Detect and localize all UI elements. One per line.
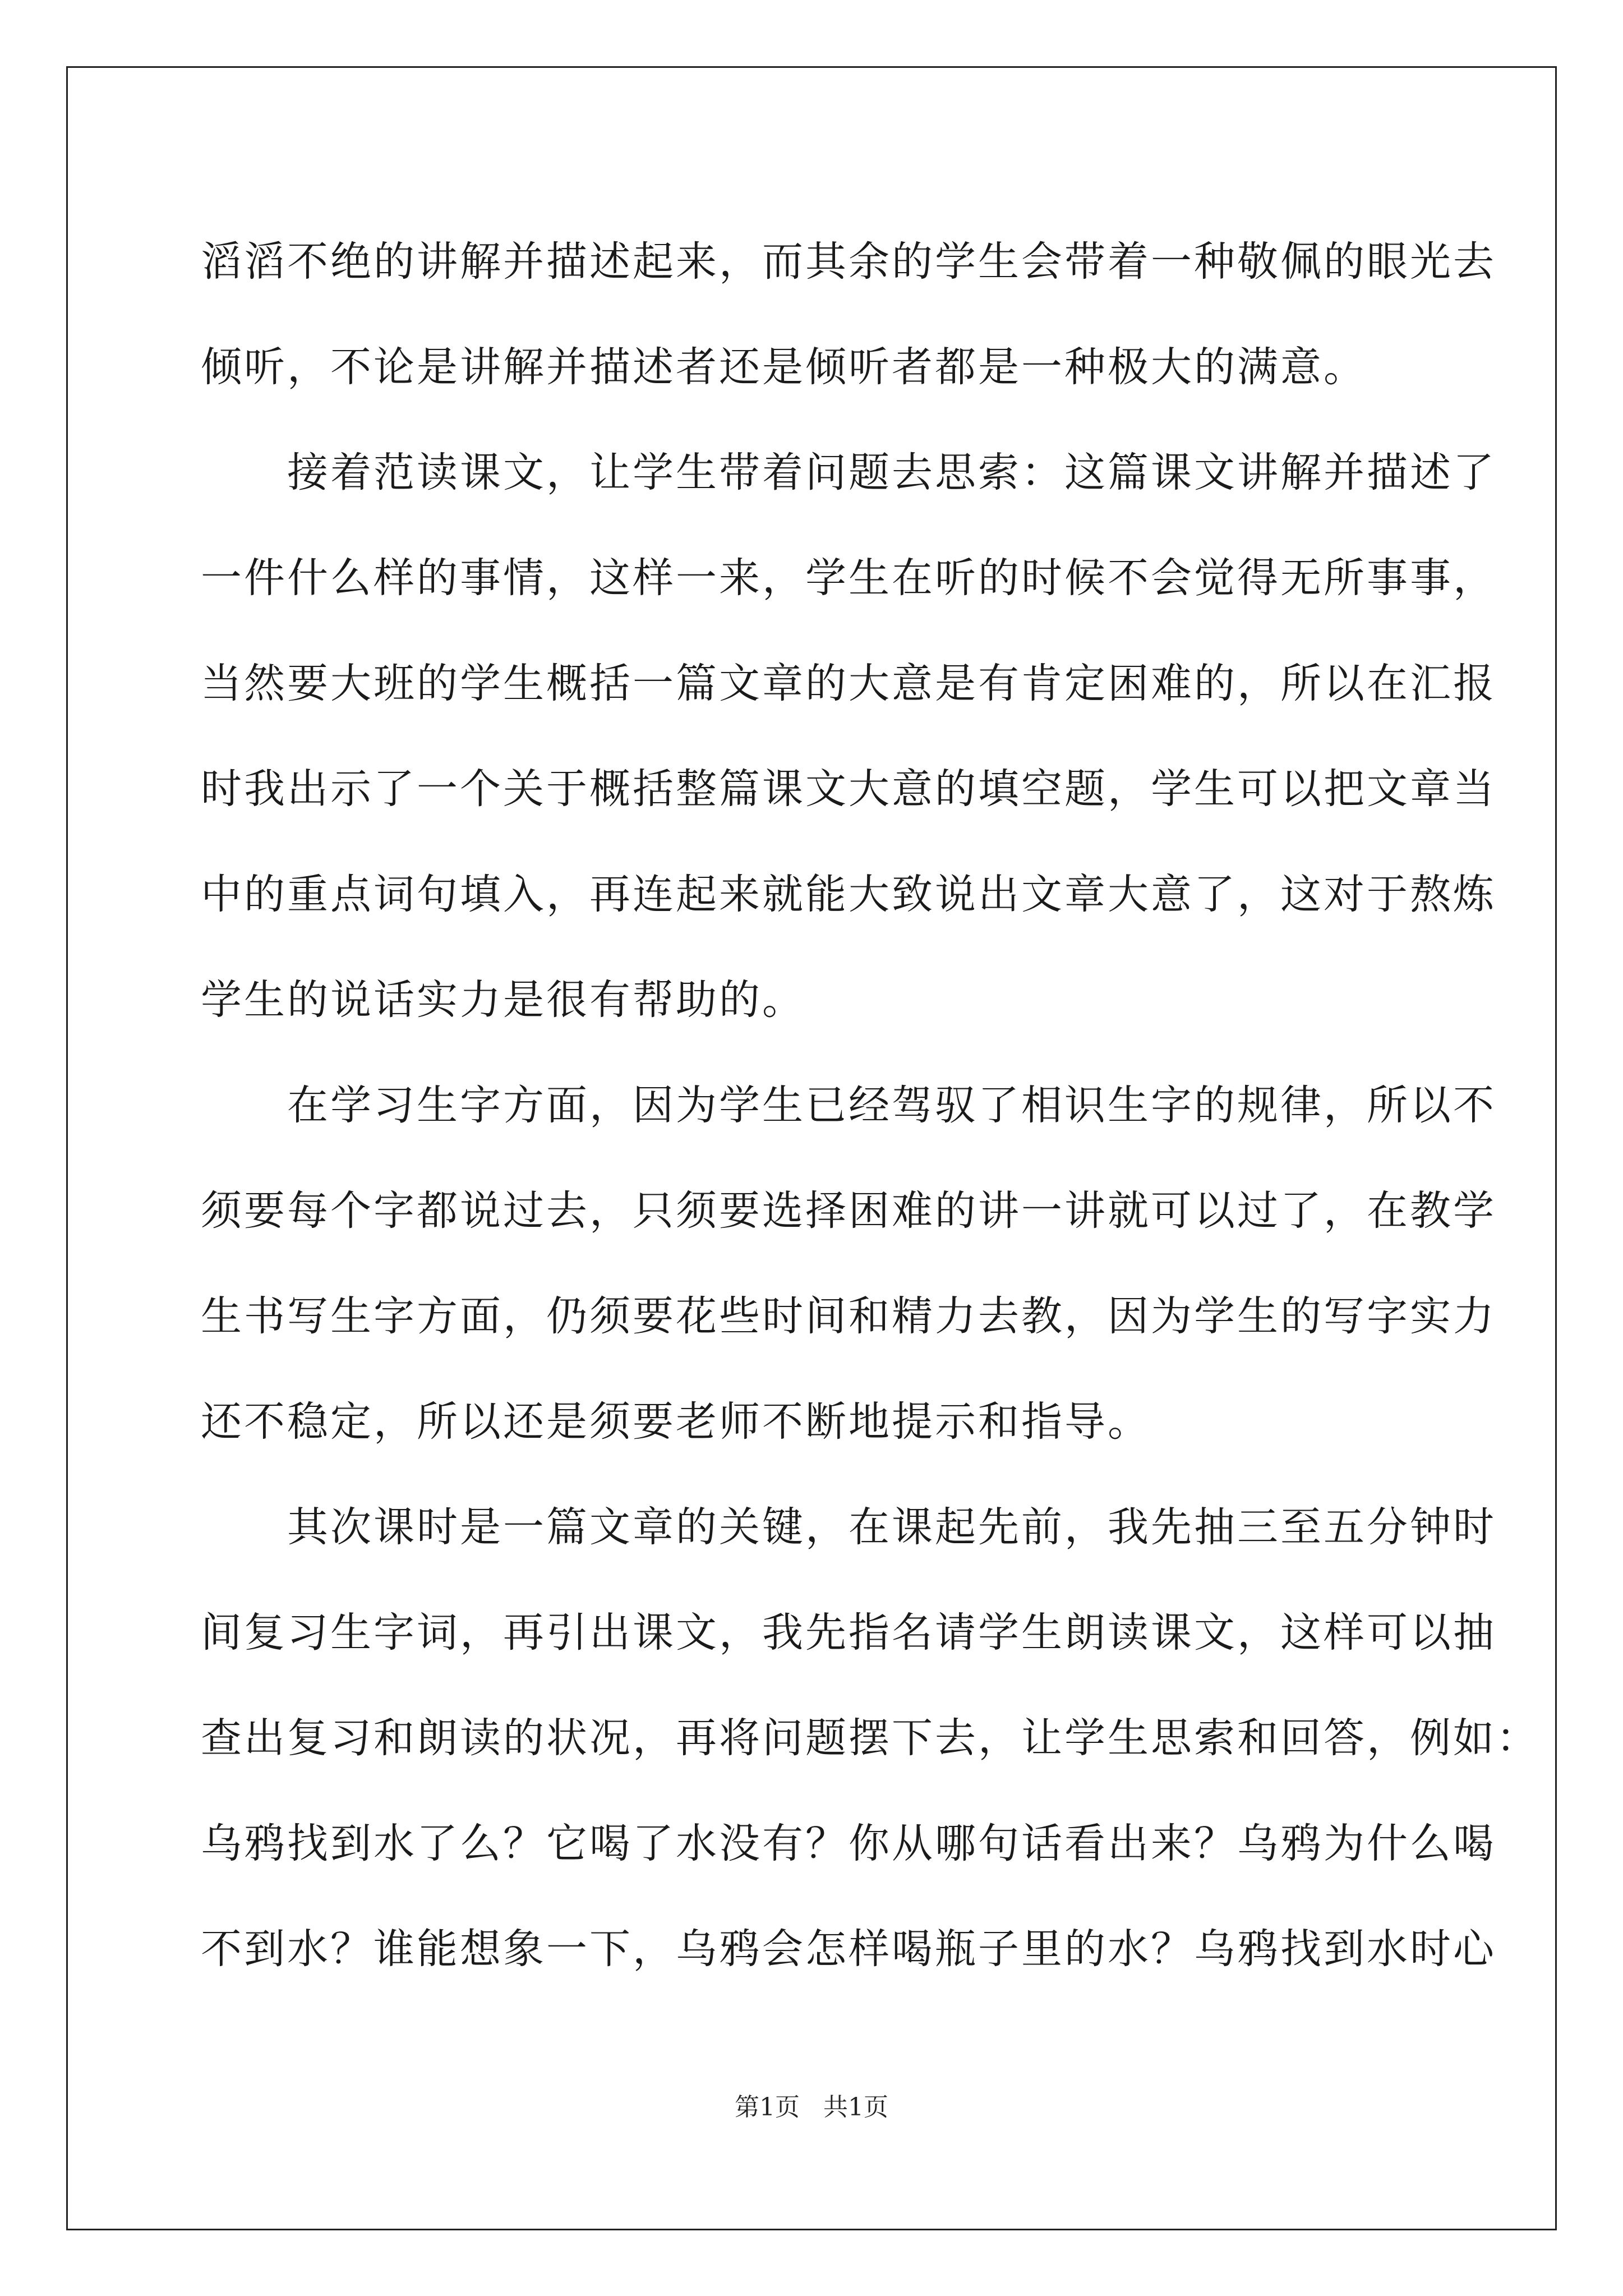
text-line-2: 倾听，不论是讲解并描述者还是倾听者都是一种极大的满意。: [201, 343, 1367, 391]
text-line-4: 一件什么样的事情，这样一来，学生在听的时候不会觉得无所事事，: [201, 554, 1496, 602]
text-line-9: 在学习生字方面，因为学生已经驾驭了相识生字的规律，所以不: [201, 1082, 1496, 1129]
text-line-6: 时我出示了一个关于概括整篇课文大意的填空题，学生可以把文章当: [201, 765, 1496, 813]
text-line-5: 当然要大班的学生概括一篇文章的大意是有肯定困难的，所以在汇报: [201, 660, 1496, 707]
text-line-3: 接着范读课文，让学生带着问题去思索：这篇课文讲解并描述了: [201, 449, 1496, 496]
text-line-7: 中的重点词句填入，再连起来就能大致说出文章大意了，这对于熬炼: [201, 871, 1496, 918]
text-line-13: 其次课时是一篇文章的关键，在课起先前，我先抽三至五分钟时: [201, 1503, 1496, 1551]
text-line-16: 乌鸦找到水了么？它喝了水没有？你从哪句话看出来？乌鸦为什么喝: [201, 1820, 1496, 1867]
document-body: [201, 209, 1539, 2002]
page-footer: 第1页 共1页: [735, 2093, 888, 2122]
text-line-11: 生书写生字方面，仍须要花些时间和精力去教，因为学生的写字实力: [201, 1292, 1496, 1340]
text-line-8: 学生的说话实力是很有帮助的。: [201, 976, 805, 1024]
text-line-10: 须要每个字都说过去，只须要选择困难的讲一讲就可以过了，在教学: [201, 1187, 1496, 1235]
text-line-12: 还不稳定，所以还是须要老师不断地提示和指导。: [201, 1398, 1151, 1446]
text-line-15: 查出复习和朗读的状况，再将问题摆下去，让学生思索和回答，例如：: [201, 1714, 1539, 1762]
text-line-17: 不到水？谁能想象一下，乌鸦会怎样喝瓶子里的水？乌鸦找到水时心: [201, 1925, 1496, 1973]
text-line-1: 滔滔不绝的讲解并描述起来，而其余的学生会带着一种敬佩的眼光去: [201, 238, 1496, 286]
text-line-14: 间复习生字词，再引出课文，我先指名请学生朗读课文，这样可以抽: [201, 1609, 1496, 1657]
